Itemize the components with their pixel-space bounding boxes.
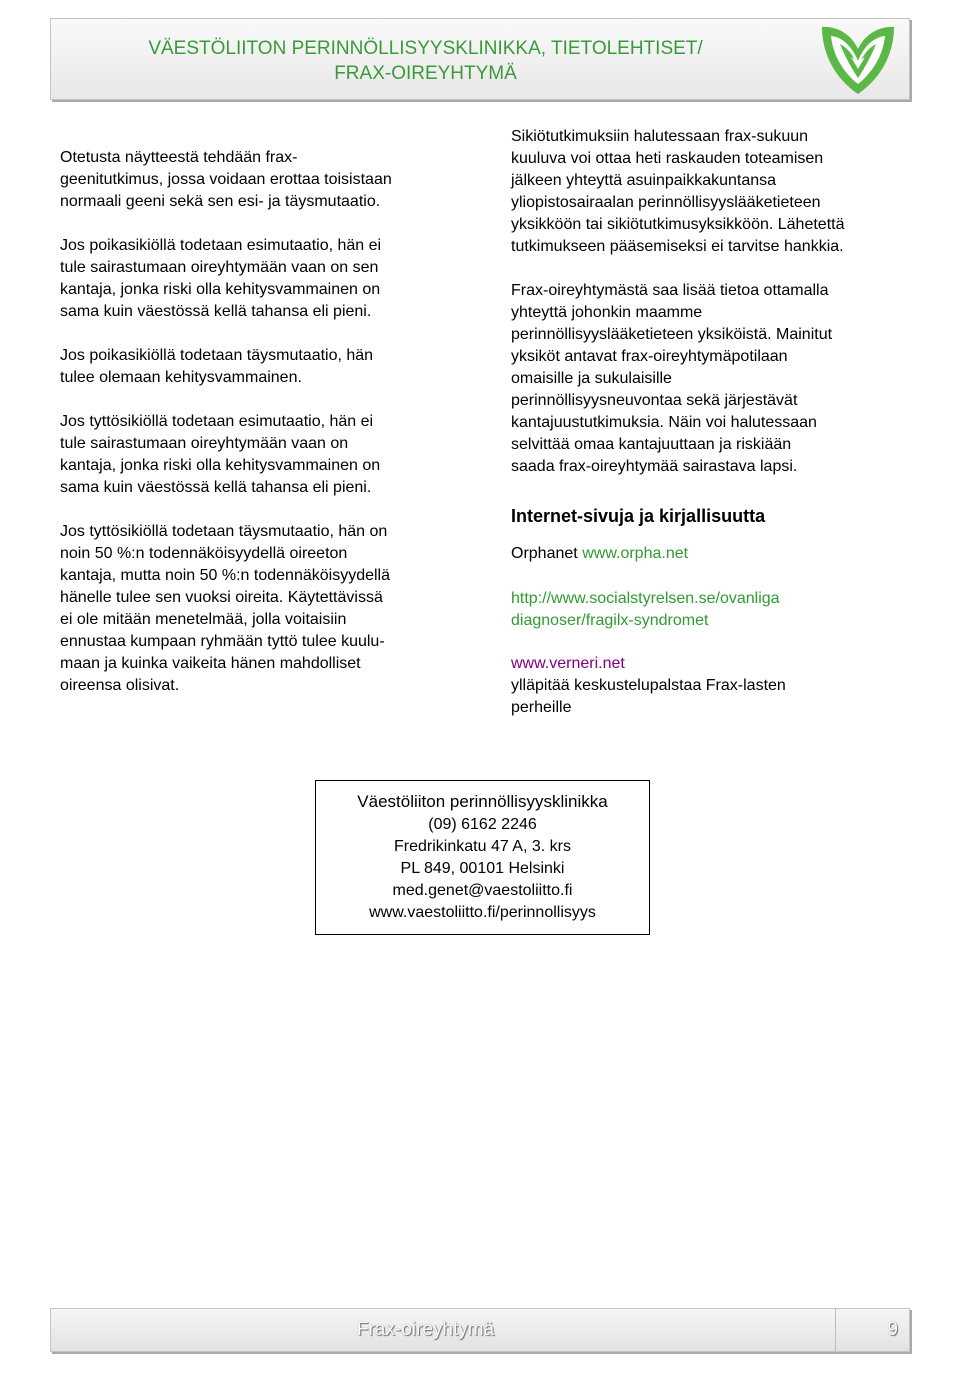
- link-line[interactable]: diagnoser/fragilx-syndromet: [511, 612, 709, 629]
- footer-title: Frax-oireyhtymä: [356, 1319, 495, 1340]
- verneri-description: [511, 675, 921, 719]
- text-line: Jos poikasikiöllä todetaan esimutaatio, hän ei: [60, 237, 382, 254]
- paragraph: [60, 521, 470, 697]
- text-line: yhteyttä johonkin maamme: [511, 304, 703, 321]
- text-line: www.vaestoliitto.fi/perinnollisyys: [369, 904, 596, 921]
- title-line-2: FRAX-OIREYHTYMÄ: [334, 63, 517, 84]
- text-line: yksikköön tai sikiötutkimusyksikköön. Lähetettä: [511, 216, 845, 233]
- text-line: Otetusta näytteestä tehdään frax-: [60, 149, 298, 166]
- text-line: saada frax-oireyhtymää sairastava lapsi.: [511, 458, 798, 475]
- text-line: omaisille ja sukulaisille: [511, 370, 672, 387]
- paragraph: [60, 147, 470, 213]
- text-line: kuuluva voi ottaa heti raskauden toteamisen: [511, 150, 824, 167]
- text-line: Väestöliiton perinnöllisyysklinikka: [357, 792, 608, 811]
- link-line[interactable]: http://www.socialstyrelsen.se/ovanliga: [511, 590, 780, 607]
- text-line: noin 50 %:n todennäköisyydellä oireeton: [60, 545, 348, 562]
- text-line: oireensa olisivat.: [60, 677, 180, 694]
- text-line: hänelle tulee sen vuoksi oireita. Käytettävissä: [60, 589, 383, 606]
- text-line: kantajuustutkimuksia. Näin voi halutessaan: [511, 414, 817, 431]
- text-line: Jos poikasikiöllä todetaan täysmutaatio, hän: [60, 347, 374, 364]
- socialstyrelsen-entry: [511, 588, 921, 632]
- orphanet-link[interactable]: www.orpha.net: [582, 545, 689, 562]
- links-heading: Internet-sivuja ja kirjallisuutta: [511, 506, 766, 526]
- vaestoliitto-logo-icon: [820, 24, 896, 96]
- text-line: Fredrikinkatu 47 A, 3. krs: [394, 838, 571, 855]
- text-line: selvittää omaa kantajuuttaan ja riskiään: [511, 436, 792, 453]
- text-line: perheille: [511, 699, 572, 716]
- paragraph: [511, 280, 921, 478]
- text-line: (09) 6162 2246: [428, 816, 537, 833]
- text-line: kantaja, jonka riski olla kehitysvammainen on: [60, 457, 381, 474]
- text-line: yliopistosairaalan perinnöllisyyslääketieteen: [511, 194, 821, 211]
- verneri-entry: [511, 653, 921, 719]
- text-line: ennustaa kumpaan ryhmään tyttö tulee kuulu-: [60, 633, 385, 650]
- verneri-link[interactable]: www.verneri.net: [511, 655, 625, 672]
- text-line: med.genet@vaestoliitto.fi: [392, 882, 573, 899]
- text-line: perinnöllisyyslääketieteen yksiköistä. Mainitut: [511, 326, 833, 343]
- orphanet-label: Orphanet: [511, 545, 578, 562]
- text-line: jälkeen yhteyttä asuinpaikkakuntansa: [511, 172, 777, 189]
- text-line: kantaja, mutta noin 50 %:n todennäköisyydellä: [60, 567, 390, 584]
- text-line: Sikiötutkimuksiin halutessaan frax-sukuun: [511, 128, 809, 145]
- text-line: yksiköt antavat frax-oireyhtymäpotilaan: [511, 348, 788, 365]
- text-line: PL 849, 00101 Helsinki: [400, 860, 565, 877]
- text-line: kantaja, jonka riski olla kehitysvammainen on: [60, 281, 381, 298]
- title-line-1: VÄESTÖLIITON PERINNÖLLISYYSKLINIKKA, TIETOLEHTISET/: [148, 38, 703, 59]
- text-line: ylläpitää keskustelupalstaa Frax-lasten: [511, 677, 786, 694]
- text-line: tule sairastumaan oireyhtymään vaan on: [60, 435, 349, 452]
- paragraph: [511, 126, 921, 258]
- contact-box: [315, 780, 650, 935]
- text-line: sama kuin väestössä kellä tahansa eli pieni.: [60, 303, 372, 320]
- orphanet-entry: [511, 543, 921, 565]
- text-line: perinnöllisyysneuvontaa sekä järjestävät: [511, 392, 798, 409]
- text-line: tule sairastumaan oireyhtymään vaan on sen: [60, 259, 379, 276]
- paragraph: [60, 235, 470, 323]
- text-line: maan ja kuinka vaikeita hänen mahdolliset: [60, 655, 361, 672]
- page-title: [51, 36, 800, 86]
- text-line: ei ole mitään menetelmää, jolla voitaisiin: [60, 611, 347, 628]
- text-line: Jos tyttösikiöllä todetaan esimutaatio, hän ei: [60, 413, 374, 430]
- right-column: [511, 126, 921, 719]
- text-line: Jos tyttösikiöllä todetaan täysmutaatio, hän on: [60, 523, 388, 540]
- text-line: normaali geeni sekä sen esi- ja täysmutaatio.: [60, 193, 381, 210]
- socialstyrelsen-link[interactable]: [511, 588, 921, 632]
- text-line: sama kuin väestössä kellä tahansa eli pieni.: [60, 479, 372, 496]
- left-column: [60, 147, 470, 697]
- footer-divider: [835, 1309, 836, 1351]
- paragraph: [60, 411, 470, 499]
- footer-bar: [50, 1308, 910, 1352]
- page-number: 9: [887, 1319, 898, 1340]
- header-banner: [50, 18, 910, 100]
- text-line: tulee olemaan kehitysvammainen.: [60, 369, 302, 386]
- text-line: geenitutkimus, jossa voidaan erottaa toisistaan: [60, 171, 392, 188]
- paragraph: [60, 345, 470, 389]
- text-line: Frax-oireyhtymästä saa lisää tietoa ottamalla: [511, 282, 829, 299]
- text-line: tutkimukseen pääsemiseksi ei tarvitse hankkia.: [511, 238, 844, 255]
